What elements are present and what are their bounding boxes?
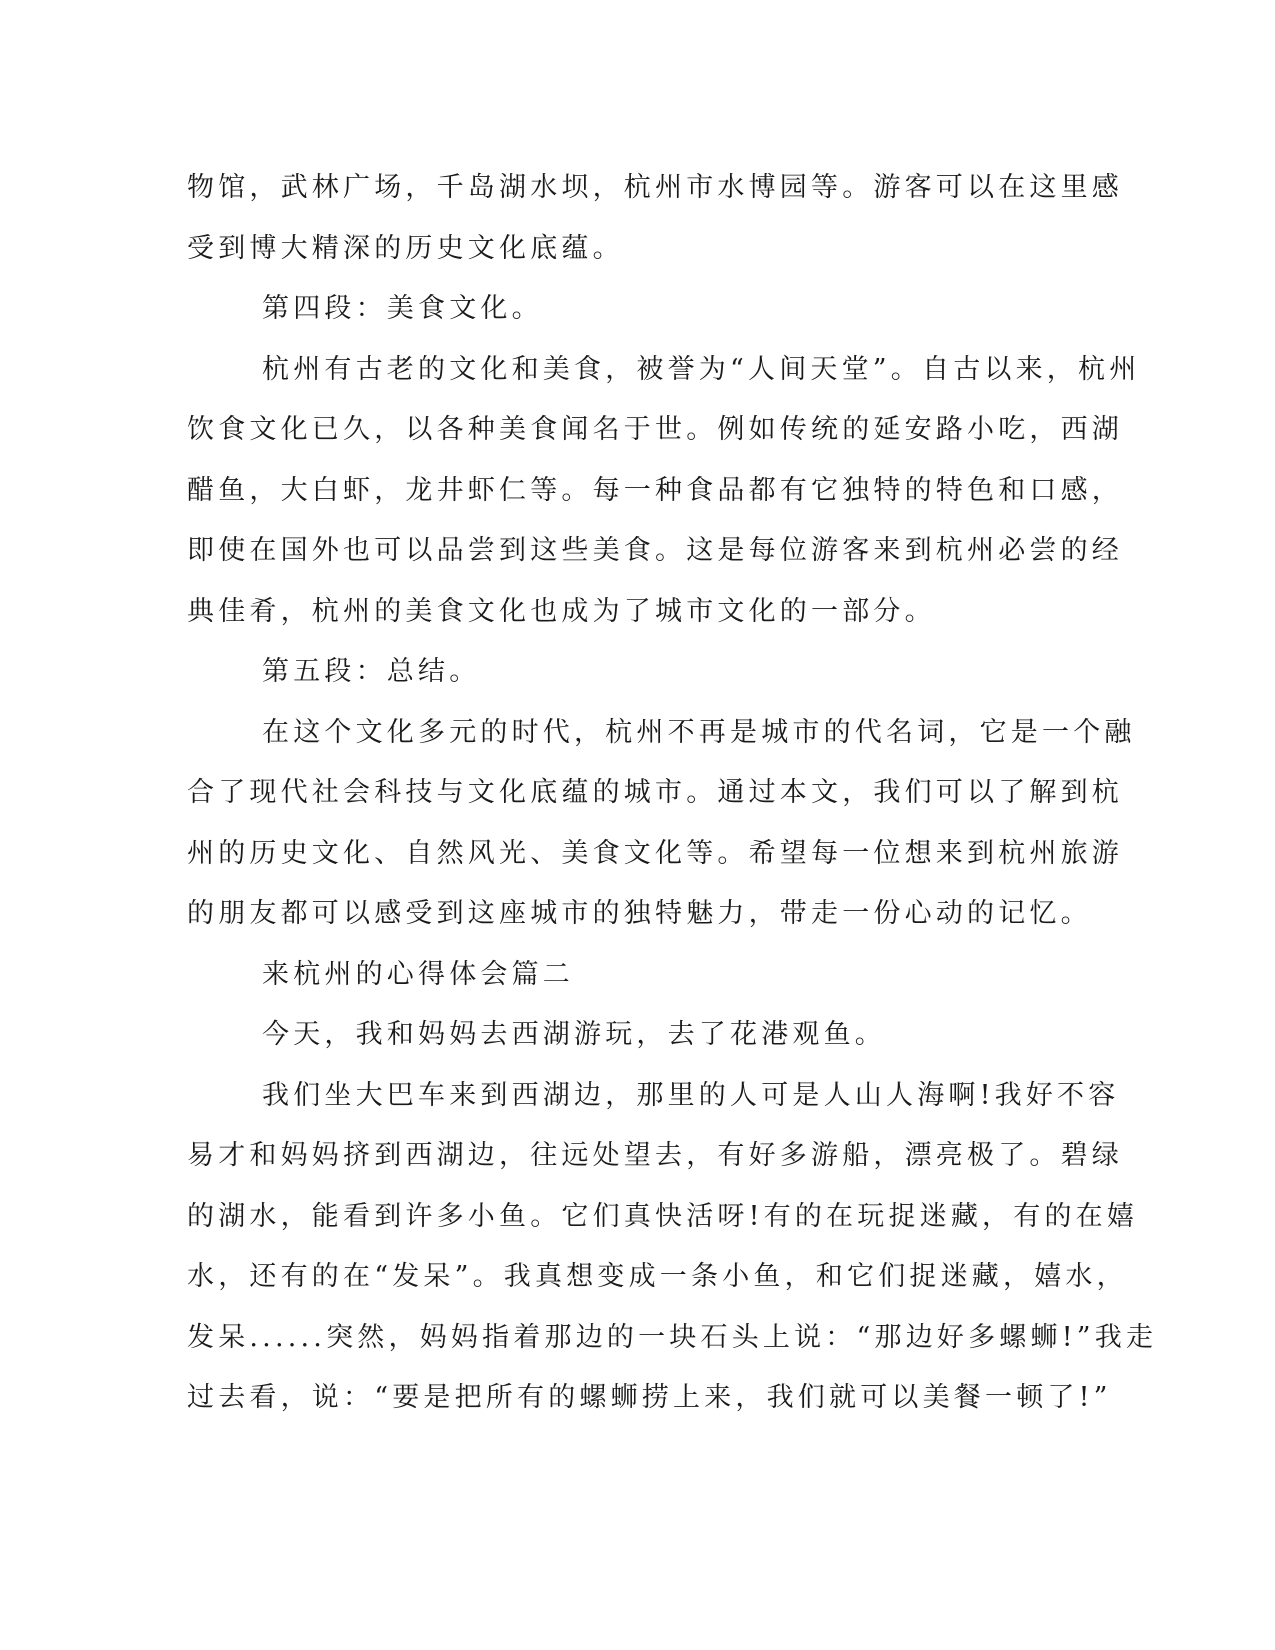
section-heading — [187, 642, 1087, 703]
text-line: 杭州有古老的文化和美食，被誉为“人间天堂”。自古以来，杭州 — [262, 353, 1141, 385]
text-line: 州的历史文化、自然风光、美食文化等。希望每一位想来到杭州旅游 — [187, 837, 1123, 869]
text-line: 我们坐大巴车来到西湖边，那里的人可是人山人海啊!我好不容 — [262, 1079, 1120, 1111]
text-line: 来杭州的心得体会篇二 — [262, 958, 574, 990]
text-line: 今天，我和妈妈去西湖游玩，去了花港观鱼。 — [262, 1019, 886, 1050]
paragraph — [187, 703, 1136, 945]
text-line: 过去看，说：“要是把所有的螺蛳捞上来，我们就可以美餐一顿了!” — [187, 1382, 1112, 1413]
text-line: 典佳肴，杭州的美食文化也成为了城市文化的一部分。 — [187, 595, 936, 627]
text-line: 醋鱼，大白虾，龙井虾仁等。每一种食品都有它独特的特色和口感， — [187, 474, 1123, 506]
article-title — [187, 945, 1087, 1006]
text-line: 易才和妈妈挤到西湖边，往远处望去，有好多游船，漂亮极了。碧绿 — [187, 1140, 1123, 1171]
paragraph — [187, 1005, 1087, 1066]
text-line: 饮食文化已久，以各种美食闻名于世。例如传统的延安路小吃，西湖 — [187, 414, 1123, 445]
text-line: 物馆，武林广场，千岛湖水坝，杭州市水博园等。游客可以在这里感 — [187, 172, 1123, 203]
text-line: 在这个文化多元的时代，杭州不再是城市的代名词，它是一个融 — [262, 716, 1136, 748]
text-line: 第五段：总结。 — [262, 656, 481, 687]
text-line: 的朋友都可以感受到这座城市的独特魅力，带走一份心动的记忆。 — [187, 898, 1092, 929]
text-line: 水，还有的在“发呆”。我真想变成一条小鱼，和它们捉迷藏，嬉水， — [187, 1261, 1128, 1292]
paragraph — [187, 158, 1123, 279]
text-line: 受到博大精深的历史文化底蕴。 — [187, 232, 624, 264]
text-line: 的湖水，能看到许多小鱼。它们真快活呀!有的在玩捉迷藏，有的在嬉 — [187, 1200, 1139, 1232]
text-line: 合了现代社会科技与文化底蕴的城市。通过本文，我们可以了解到杭 — [187, 777, 1123, 808]
paragraph — [187, 1066, 1158, 1429]
text-line: 即使在国外也可以品尝到这些美食。这是每位游客来到杭州必尝的经 — [187, 535, 1123, 566]
section-heading — [187, 279, 1087, 340]
text-line: 第四段：美食文化。 — [262, 293, 543, 324]
document-body — [187, 158, 1158, 1429]
text-line: 发呆......突然，妈妈指着那边的一块石头上说：“那边好多螺蛳!”我走 — [187, 1321, 1158, 1353]
paragraph — [187, 340, 1141, 643]
